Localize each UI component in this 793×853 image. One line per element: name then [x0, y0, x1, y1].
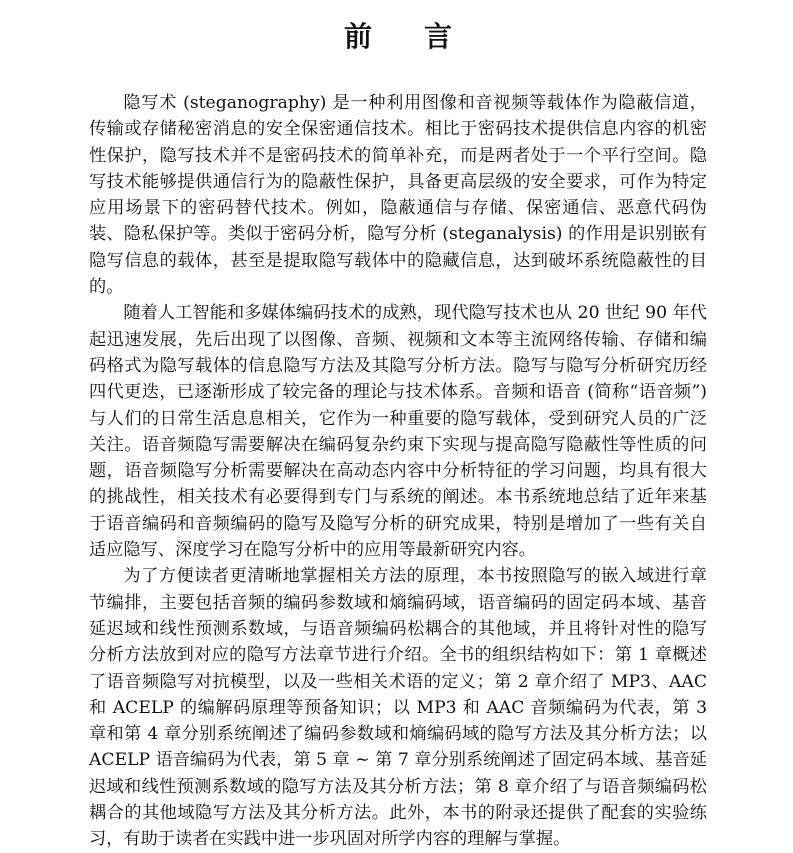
paragraph-2: 随着人工智能和多媒体编码技术的成熟，现代隐写技术也从 20 世纪 90 年代起迅速发展，先后出现了以图像、音频、视频和文本等主流网络传输、存储和编码格式为隐写载体的信息隐写方法及其隐写分析方法。隐写与隐写分析研究历经四代更迭，已逐渐形成了较完备的理论与技术体系。音频和语音 (简称“语音频”) 与人们的日常生活息息相关，它作为一种重要的隐写载体，受到研究人员的广泛关注。语音频隐写需要解决在编码复杂约束下实现与提高隐写隐蔽性等性质的问题，语音频隐写分析需要解决在高动态内容中分析特征的学习问题，均具有很大的挑战性，相关技术有必要得到专门与系统的阐述。本书系统地总结了近年来基于语音编码和音频编码的隐写及隐写分析的研究成果，特别是增加了一些有关自适应隐写、深度学习在隐写分析中的应用等最新研究内容。	[89, 303, 707, 561]
preface-body	[89, 90, 707, 853]
paragraph-1: 隐写术 (steganography) 是一种利用图像和音视频等载体作为隐蔽信道，传输或存储秘密消息的安全保密通信技术。相比于密码技术提供信息内容的机密性保护，隐写技术并不是密码技术的简单补充，而是两者处于一个平行空间。隐写技术能够提供通信行为的隐蔽性保护，具备更高层级的安全要求，可作为特定应用场景下的密码替代技术。例如，隐蔽通信与存储、保密通信、恶意代码伪装、隐私保护等。类似于密码分析，隐写分析 (steganalysis) 的作用是识别嵌有隐写信息的载体，甚至是提取隐写载体中的隐藏信息，达到破坏系统隐蔽性的目的。	[89, 93, 707, 298]
page-title: 前言	[343, 20, 504, 53]
paragraph-3: 为了方便读者更清晰地掌握相关方法的原理，本书按照隐写的嵌入域进行章节编排，主要包括音频的编码参数域和熵编码域，语音编码的固定码本域、基音延迟域和线性预测系数域，与语音频编码松耦合的其他域，并且将针对性的隐写分析方法放到对应的隐写方法章节进行介绍。全书的组织结构如下：第 1 章概述了语音频隐写对抗模型，以及一些相关术语的定义；第 2 章介绍了 MP3、AAC 和 ACELP 的编解码原理等预备知识；以 MP3 和 AAC 音频编码为代表，第 3章和第 4 章分别系统阐述了编码参数域和熵编码域的隐写方法及其分析方法；以 ACELP 语音编码为代表，第 5 章 ∼ 第 7 章分别系统阐述了固定码本域、基音延迟域和线性预测系数域的隐写方法及其分析方法；第 8 章介绍了与语音频编码松耦合的其他域隐写方法及其分析方法。此外，本书的附录还提供了配套的实验练习，有助于读者在实践中进一步巩固对所学内容的理解与掌握。	[89, 566, 707, 850]
